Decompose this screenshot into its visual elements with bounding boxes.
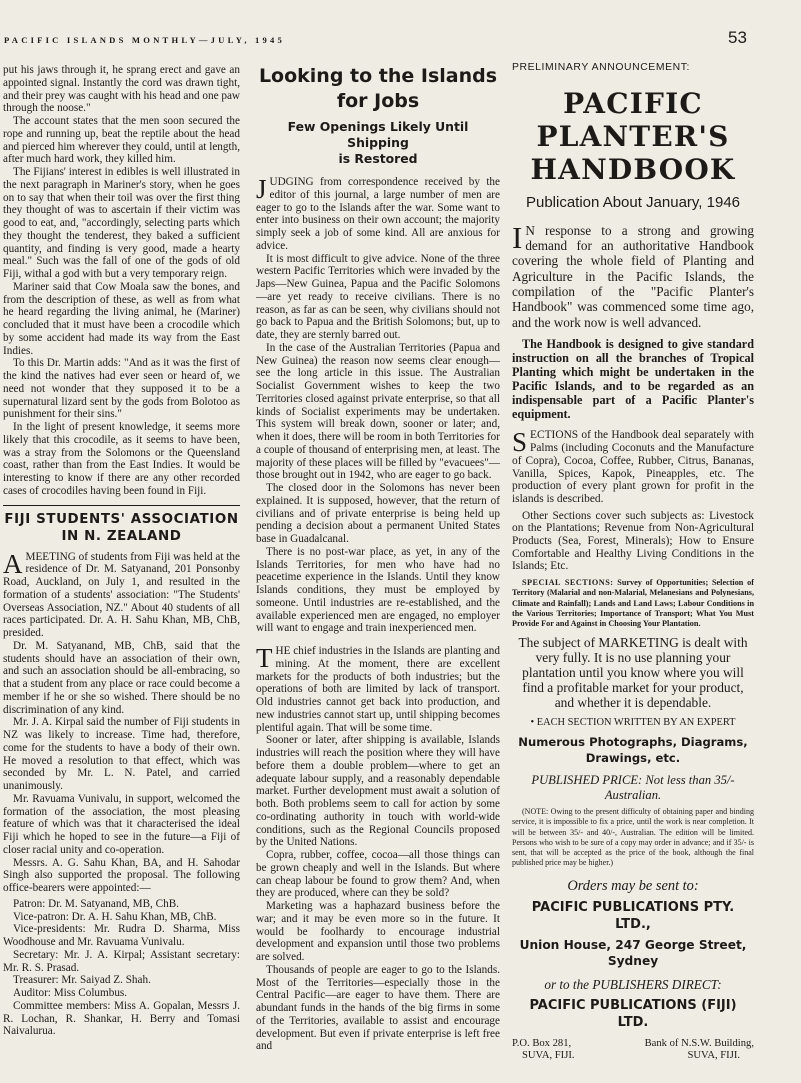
body-paragraph: Sooner or later, after shipping is available, Islands industries will reach the position where they will have before them a double problem—where to get an adequate labour supply, and a reasonably dependable market. Further development must await a solution of both. Both problems seem to call for action by some co-ordinating authority in touch with world-wide conditions, such as the Regional Councils proposed by the United Nations.	[256, 734, 500, 849]
article-subtitle	[256, 119, 500, 167]
body-paragraph: Dr. M. Satyanand, MB, ChB, said that the students should have an association of their own, and such an association should be all-embracing, so that a student from any place or race could become a member if he or she so wished. There should be no discrimination of any kind.	[3, 639, 240, 716]
lead-paragraph: I N response to a strong and growing demand for an authoritative Handbook covering the whole field of Planting and Agriculture in the Pacific Islands, the compilation of the "Pacific Planter's Handbook" was commenced some time ago, and the work now is well advanced.	[512, 219, 754, 330]
article-title	[256, 64, 500, 114]
body-paragraph: Mr. J. A. Kirpal said the number of Fiji students in NZ was likely to increase. Time had, therefore, come for the students to have a body of their own. He moved a resolution to that effect, which was seconded by Mr. L. N. Patel, and carried unanimously.	[3, 716, 240, 792]
running-header: PACIFIC ISLANDS MONTHLY—JULY, 1945	[4, 35, 286, 45]
officer-line: Treasurer: Mr. Saiyad Z. Shah.	[13, 974, 151, 987]
marketing-paragraph: The subject of MARKETING is dealt with very fully. It is no use planning your plantation until you know where you will find a profitable market for your product, and whether it is dependable.	[518, 635, 748, 711]
body-paragraph: Mr. Ravuama Vunivalu, in support, welcomed the formation of the association, the most pleasing feature of which was that it characterised the ideal Fiji which he hoped to see in the future—a Fiji of closer racial unity and co-operation.	[3, 792, 240, 856]
officer-line: Committee members: Miss A. Gopalan, Messrs J. R. Lochan, R. Shankar, H. Berry and Tomasi Naivalurua.	[3, 999, 240, 1038]
publisher-city: Sydney	[607, 954, 659, 969]
published-price: PUBLISHED PRICE: Not less than 35/- Australian.	[531, 773, 735, 802]
officer-line: Patron: Dr. M. Satyanand, MB, ChB.	[13, 897, 179, 910]
body-paragraph: The Fijians' interest in edibles is well illustrated in the next paragraph in Mariner's story, when he goes on to say that when their toil was over the first thing they thought of was to ascertain if their victim was good to eat, and, "accordingly, selecting parts which they thought the tenderest, they baked a sufficient quantity, and finding is very good, made a hearty meal." Such was the fall of one of the gods of old Fiji, withal a god with but a very temporary reign.	[3, 166, 240, 280]
body-paragraph: In the case of the Australian Territories (Papua and New Guinea) the reason now seems clear enough—see the long article in this issue. The Australian Socialist Government wishes to keep the two Territories closed against private enterprise, so that all kinds of Socialist experiments may be undertaken. This system will break down, sooner or later; and, when it does, there will be room in both Territories for a couple of thousand of enterprising men, at least. The majority of these places will be filled by "evacuees"—those brought out in 1942, who are eager to go back.	[256, 341, 500, 482]
address-row	[512, 1038, 754, 1050]
officer-line: Auditor: Miss Columbus.	[13, 987, 128, 999]
article-heading-line: IN N. ZEALAND	[61, 528, 182, 544]
handbook-title-line: PLANTER'S	[536, 119, 730, 153]
officer-line: Secretary: Mr. J. A. Kirpal; Assistant secretary: Mr. R. S. Prasad.	[3, 948, 240, 974]
publication-date-line: Publication About January, 1946	[525, 193, 741, 211]
lead-paragraph: THE chief industries in the Islands are planting and mining. At the moment, there are excellent markets for the products of both industries; but the operations of both are limited by lack of transport. Old industries cannot get back into production, and new industries cannot start up, until shipping becomes plentiful again. That will be some time.	[256, 643, 500, 734]
special-sections-label: SPECIAL SECTIONS:	[522, 578, 614, 588]
publisher-address-block	[512, 1038, 754, 1063]
body-paragraph: put his jaws through it, he sprang erect and gave an appointed signal. Instantly the cord was drawn tight, and their prey was caught with his head and one paw through the noose."	[3, 64, 240, 115]
body-paragraph: Copra, rubber, coffee, cocoa—all those things can be grown cheaply and well in the Islands. But where can cheap labour be found to grow them? And, when they are produced, where can they be sold?	[256, 849, 500, 900]
special-sections-paragraph: SPECIAL SECTIONS: Survey of Opportunities; Selection of Territory (Malarial and non-Malarial, Melanesians and Polynesians, Climate and Rainfall); Lands and Land Laws; Labour Conditions in the Various Territories; Importance of Transport; What You Must Provide For and Against in Choosing Your Plantation.	[512, 578, 754, 628]
expert-line: • EACH SECTION WRITTEN BY AN EXPERT	[530, 717, 736, 729]
lead-paragraph: AMEETING of students from Fiji was held at the residence of Dr. M. Satyanand, 201 Ponsonby Road, Auckland, on July 1, and resulted in the formation of a students' association: "The Students' Overseas Association, NZ." About 40 students of all races participated. Dr. A. H. Sahu Khan, MB, ChB, presided.	[3, 548, 240, 639]
lead-paragraph: SECTIONS of the Handbook deal separately with Palms (including Coconuts and the Manufacture of Copra), Cocoa, Coffee, Rubber, Citrus, Bananas, Vanilla, Spices, Kapok, Pineapples, etc. The production of every plant grown for profit in the islands is described.	[512, 427, 754, 505]
drop-cap: A	[3, 548, 23, 579]
page-number: 53	[728, 28, 747, 47]
section-divider	[3, 505, 240, 506]
handbook-title-line: HANDBOOK	[530, 152, 736, 186]
body-paragraph: To this Dr. Martin adds: "And as it was the first of the kind the natives had ever seen or heard of, we need not wonder that they supposed it to be a supernatural lizard sent by the gods from Bolotoo as punishment for their sins."	[3, 357, 240, 421]
publisher-name: PACIFIC PUBLICATIONS (FIJI) LTD.	[529, 997, 737, 1030]
column-left	[3, 64, 240, 1038]
drop-cap: I	[512, 219, 523, 255]
preliminary-announcement-label: PRELIMINARY ANNOUNCEMENT:	[512, 62, 691, 73]
article-title-line: for Jobs	[336, 90, 420, 112]
body-paragraph: Thousands of people are eager to go to the Islands. Most of the Territories—especially those in the Central Pacific—are eager to have them. There are abundant funds in the hands of the big firms in some of the Territories, available to assist and encourage development. But even if private enterprise is left free and	[256, 963, 500, 1053]
officer-line: Vice-patron: Dr. A. H. Sahu Khan, MB, ChB.	[13, 910, 217, 923]
po-box: P.O. Box 281,	[512, 1037, 572, 1049]
body-paragraph: Messrs. A. G. Sahu Khan, BA, and H. Sahodar Singh also supported the proposal. The following office-bearers were appointed:—	[3, 856, 240, 894]
article-heading	[3, 511, 240, 545]
orders-line: Orders may be sent to:	[567, 878, 699, 895]
body-paragraph: Other Sections cover such subjects as: Livestock on the Plantations; Revenue from Non-Agricultural Products (Sea, Forest, Minerals); How to Ensure Comfortable and Healthy Living Conditions in the Islands; Etc.	[512, 509, 754, 573]
article-title-line: Looking to the Islands	[258, 65, 498, 87]
address-row	[512, 1050, 754, 1062]
body-paragraph: In the light of present knowledge, it seems more likely that this crocodile, as it seems to have been, was a stray from the Solomons or the Queensland coast, rather than from the East Indies. It would be interesting to know if there are any other recorded cases of crocodiles having been found in Fiji.	[3, 421, 240, 497]
price-note: (NOTE: Owing to the present difficulty of obtaining paper and binding service, it is impossible to fix a price, until the work is near completion. It will be between 35/- and 40/-, Australian. The edition will be limited. Persons who wish to be sure of a copy may order in advance; and if 35/- is sent, that will be accepted as the price of the book, although the final published price may be higher.)	[512, 807, 754, 868]
article-heading-line: FIJI STUDENTS' ASSOCIATION	[4, 511, 239, 527]
body-paragraph: Marketing was a haphazard business before the war; and it may be even more so in the future. It would be foolhardy to encourage industrial development and expansion until those two problems are solved.	[256, 900, 500, 963]
city: SUVA, FIJI.	[687, 1050, 740, 1062]
drop-cap: J	[256, 174, 267, 204]
body-paragraph: Mariner said that Cow Moala saw the bones, and from the description of these, as well as from what he heard regarding the living animal, he (Mariner) concluded that it must have been a crocodile which by some accident had made its way from the East Indies.	[3, 280, 240, 357]
publisher-address: Union House, 247 George Street,	[519, 938, 747, 953]
body-paragraph: The closed door in the Solomons has never been explained. It is supposed, however, that the return of civilians and of private enterprise is being held up pending a decision about a permanent United States base in Guadalcanal.	[256, 482, 500, 545]
article-subtitle-line: is Restored	[338, 151, 418, 166]
drop-cap: S	[512, 427, 528, 458]
lead-paragraph: JUDGING from correspondence received by the editor of this journal, a large number of men are eager to go to the Islands after the war. Some want to enter into business on their own account; the majority simply seek a job of some kind. All are anxious for advice.	[256, 174, 500, 252]
handbook-title-line: PACIFIC	[563, 86, 703, 120]
bullet-icon: •	[530, 717, 535, 729]
city: SUVA, FIJI.	[522, 1050, 575, 1062]
publisher-name: PACIFIC PUBLICATIONS PTY. LTD.,	[531, 900, 735, 933]
article-subtitle-line: Few Openings Likely Until Shipping	[287, 119, 469, 150]
drop-cap: T	[256, 643, 273, 673]
body-paragraph: It is most difficult to give advice. None of the three western Pacific Territories which were invaded by the Japs—New Guinea, Papua and the Pacific Solomons—are yet ready to receive civilians. There is no reason, as far as can be seen, why civilians should not go back to Papua and the British Solomons; but, up to date, they are sternly barred out.	[256, 252, 500, 341]
body-paragraph: There is no post-war place, as yet, in any of the Islands Territories, for men who have had no peacetime experience in the Islands. Until they know Islands conditions, they must be employed by someone. Until industries are re-established, and the available experienced men are engaged, no employer will want to engage and train inexperienced men.	[256, 545, 500, 635]
bold-paragraph: The Handbook is designed to give standard instruction on all the branches of Tropical Planting which might be undertaken in the Pacific Islands, and to be regarded as an indispensable part of a Pacific Planter's equipment.	[512, 336, 754, 422]
handbook-title	[512, 87, 754, 186]
column-middle	[256, 64, 500, 1053]
officer-line: Vice-presidents: Mr. Rudra D. Sharma, Miss Woodhouse and Mr. Ravuama Vunivalu.	[3, 923, 240, 948]
publishers-direct-line: or to the PUBLISHERS DIRECT:	[544, 977, 722, 993]
column-right-advertisement	[512, 64, 754, 1063]
photos-line: Numerous Photographs, Diagrams, Drawings, etc.	[518, 735, 748, 766]
bank-building: Bank of N.S.W. Building,	[644, 1037, 754, 1049]
body-paragraph: The account states that the men soon secured the rope and running up, beat the reptile about the head and pierced him wherever they could, until at length, after much hard work, they killed him.	[3, 115, 240, 166]
